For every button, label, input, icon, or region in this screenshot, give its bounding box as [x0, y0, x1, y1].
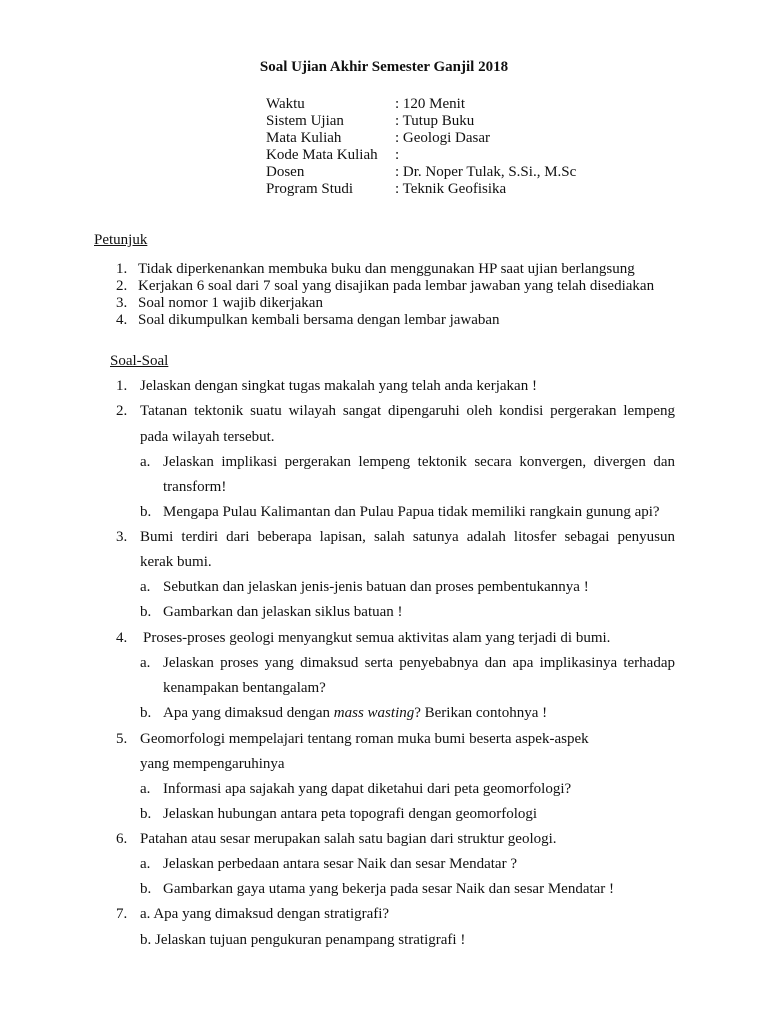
info-value: : Geologi Dasar	[395, 130, 490, 146]
question-5a: Informasi apa sajakah yang dapat diketahui dari peta geomorfologi?	[163, 781, 572, 797]
sub-marker: a.	[140, 454, 151, 470]
info-row-dosen	[266, 164, 576, 181]
sub-marker: b.	[140, 604, 152, 620]
question-text: Jelaskan dengan singkat tugas makalah yang telah anda kerjakan !	[140, 378, 537, 394]
question-number: 7.	[116, 906, 128, 922]
list-item	[108, 278, 654, 295]
sub-marker: a.	[140, 856, 151, 872]
info-key: Kode Mata Kuliah	[266, 147, 378, 163]
question-7a: a. Apa yang dimaksud dengan stratigrafi?	[140, 906, 390, 922]
question-4-text: Proses-proses geologi menyangkut semua aktivitas alam yang terjadi di bumi.	[143, 630, 611, 646]
question-4a-line-2: kenampakan bentangalam?	[163, 680, 326, 696]
info-key: Sistem Ujian	[266, 113, 344, 129]
question-4b-post: ? Berikan contohnya !	[414, 705, 548, 721]
question-5-line-1: Geomorfologi mempelajari tentang roman muka bumi beserta aspek-aspek	[140, 731, 589, 747]
info-key: Dosen	[266, 164, 305, 180]
item-number: 1.	[116, 261, 128, 277]
question-2b: Mengapa Pulau Kalimantan dan Pulau Papua tidak memiliki rangkain gunung api?	[163, 504, 660, 520]
question-1	[116, 374, 537, 399]
soal-heading: Soal-Soal	[110, 353, 169, 369]
question-2-line-2: pada wilayah tersebut.	[140, 429, 275, 445]
question-4b-pre: Apa yang dimaksud dengan	[163, 705, 334, 721]
petunjuk-list	[108, 261, 654, 329]
sub-marker: b.	[140, 881, 152, 897]
list-item	[108, 312, 654, 329]
info-row-sistem-ujian	[266, 113, 576, 130]
info-row-waktu	[266, 96, 576, 113]
question-number: 5.	[116, 731, 128, 747]
exam-title: Soal Ujian Akhir Semester Ganjil 2018	[259, 59, 509, 75]
sub-marker: a.	[140, 579, 151, 595]
info-value: : Tutup Buku	[395, 113, 475, 129]
item-text: Soal dikumpulkan kembali bersama dengan lembar jawaban	[138, 312, 500, 328]
question-5b: Jelaskan hubungan antara peta topografi dengan geomorfologi	[163, 806, 538, 822]
question-3-line-2: kerak bumi.	[140, 554, 212, 570]
item-number: 4.	[116, 312, 128, 328]
question-6-text: Patahan atau sesar merupakan salah satu bagian dari struktur geologi.	[140, 831, 557, 847]
item-text: Kerjakan 6 soal dari 7 soal yang disajikan pada lembar jawaban yang telah disediakan	[138, 278, 655, 294]
petunjuk-heading: Petunjuk	[94, 232, 148, 248]
item-text: Soal nomor 1 wajib dikerjakan	[138, 295, 323, 311]
sub-marker: b.	[140, 705, 152, 721]
question-number: 6.	[116, 831, 128, 847]
question-3-line-1: Bumi terdiri dari beberapa lapisan, salah satunya adalah litosfer sebagai penyusun	[140, 529, 675, 545]
sub-marker: a.	[140, 655, 151, 671]
info-row-program-studi	[266, 181, 576, 198]
info-value: : 120 Menit	[395, 96, 465, 112]
question-4a-line-1: Jelaskan proses yang dimaksud serta penyebabnya dan apa implikasinya terhadap	[163, 655, 675, 671]
exam-info-table	[266, 96, 576, 198]
question-2-line-1: Tatanan tektonik suatu wilayah sangat dipengaruhi oleh kondisi pergerakan lempeng	[140, 403, 675, 419]
question-number: 2.	[116, 403, 128, 419]
question-4b-term: mass wasting	[333, 705, 415, 721]
question-4b	[163, 701, 547, 726]
question-number: 4.	[116, 630, 128, 646]
info-value: : Teknik Geofisika	[395, 181, 507, 197]
info-value: : Dr. Noper Tulak, S.Si., M.Sc	[395, 164, 577, 180]
info-key: Mata Kuliah	[266, 130, 342, 146]
item-text: Tidak diperkenankan membuka buku dan menggunakan HP saat ujian berlangsung	[138, 261, 635, 277]
question-6b: Gambarkan gaya utama yang bekerja pada sesar Naik dan sesar Mendatar !	[163, 881, 615, 897]
question-2a-line-2: transform!	[163, 479, 227, 495]
info-value: :	[395, 147, 400, 163]
question-6a: Jelaskan perbedaan antara sesar Naik dan sesar Mendatar ?	[163, 856, 517, 872]
question-3a: Sebutkan dan jelaskan jenis-jenis batuan dan proses pembentukannya !	[163, 579, 589, 595]
question-7b: b. Jelaskan tujuan pengukuran penampang stratigrafi !	[140, 932, 466, 948]
question-number: 3.	[116, 529, 128, 545]
question-5-line-2: yang mempengaruhinya	[140, 756, 285, 772]
info-key: Waktu	[266, 96, 305, 112]
question-3b: Gambarkan dan jelaskan siklus batuan !	[163, 604, 403, 620]
sub-marker: b.	[140, 806, 152, 822]
question-2a-line-1: Jelaskan implikasi pergerakan lempeng tektonik secara konvergen, divergen dan	[163, 454, 675, 470]
sub-marker: a.	[140, 781, 151, 797]
info-key: Program Studi	[266, 181, 354, 197]
list-item	[108, 295, 654, 312]
info-row-mata-kuliah	[266, 130, 576, 147]
info-row-kode-mata-kuliah	[266, 147, 576, 164]
list-item	[108, 261, 654, 278]
item-number: 2.	[116, 278, 128, 294]
item-number: 3.	[116, 295, 128, 311]
question-number: 1.	[116, 378, 128, 394]
sub-marker: b.	[140, 504, 152, 520]
